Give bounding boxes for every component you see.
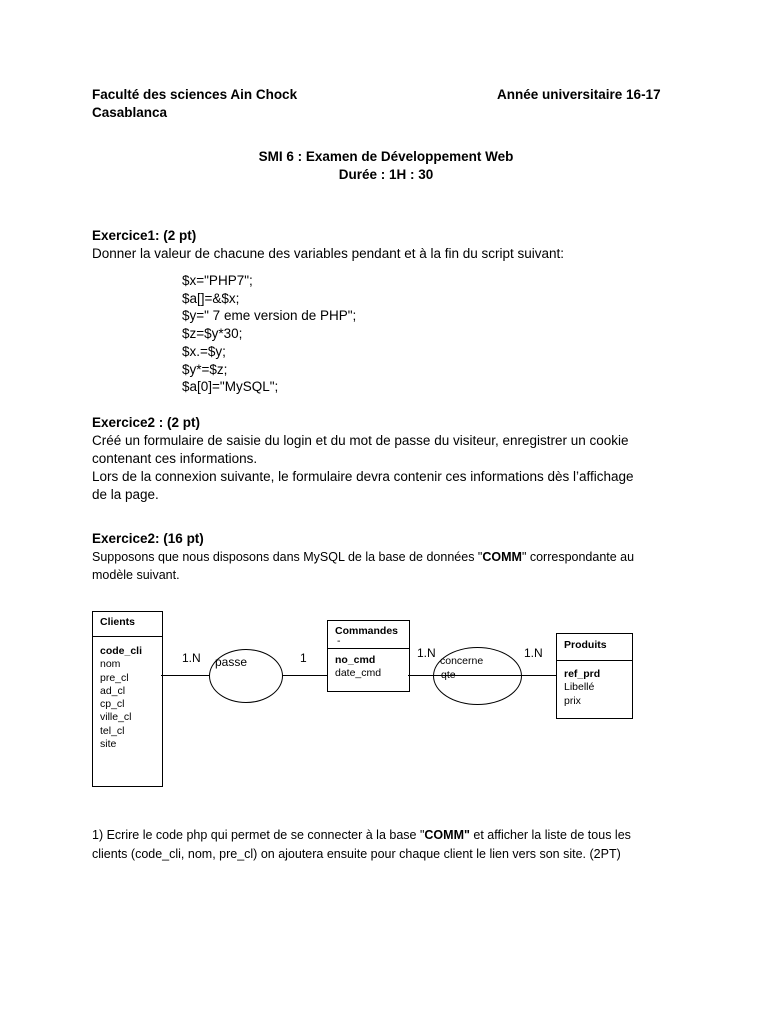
attribute: Libellé [564, 681, 595, 694]
attribute: tel_cl [100, 724, 125, 737]
ex2-title: Exercice2 : (2 pt) [92, 415, 201, 430]
intro-text-end: " correspondante au [521, 550, 635, 564]
entity-clients [92, 611, 163, 787]
ex1-instruction: Donner la valeur de chacune des variables pendant et à la fin du script suivant: [92, 246, 565, 261]
relationship-label: passe [215, 655, 248, 669]
attribute: ville_cl [100, 711, 132, 724]
relationship-label: concerne [440, 655, 484, 667]
code-line: $a[]=&$x; [182, 290, 240, 306]
entity-commandes [327, 620, 410, 692]
attribute: pre_cl [100, 671, 129, 684]
q1-text: 1) Ecrire le code php qui permet de se connecter à la base " [92, 828, 425, 842]
db-name: COMM [482, 550, 522, 564]
attribute: cp_cl [100, 698, 125, 711]
ex3-title: Exercice2: (16 pt) [92, 531, 204, 546]
code-line: $y=" 7 eme version de PHP"; [182, 308, 357, 324]
entity-produits [556, 633, 633, 719]
exam-duration-text: Durée : 1H : 30 [338, 167, 434, 182]
question-1-line1 [92, 826, 631, 845]
exam-title-text: SMI 6 : Examen de Développement Web [258, 149, 514, 164]
ex2-line: Lors de la connexion suivante, le formulaire devra contenir ces informations dès l’affichage [92, 469, 634, 484]
question-1 [92, 826, 631, 864]
code-line: $z=$y*30; [182, 326, 243, 342]
ex1-code-block [182, 272, 356, 396]
relationship-attribute: qte [441, 669, 456, 681]
primary-key: code_cli [100, 645, 143, 657]
entity-attributes [100, 645, 142, 751]
attribute: prix [564, 694, 581, 707]
cardinality-label: 1.N [417, 646, 436, 660]
attribute: ad_cl [100, 684, 126, 697]
city-name: Casablanca [92, 105, 168, 120]
code-line: $x.=$y; [182, 343, 226, 359]
ex3-intro [92, 548, 634, 584]
cardinality-label: 1.N [524, 646, 543, 660]
entity-attributes [335, 654, 381, 681]
cardinality-label: 1 [300, 651, 307, 665]
title-mark: - [337, 635, 341, 647]
faculty-name: Faculté des sciences Ain Chock [92, 87, 298, 102]
ex1-title: Exercice1: (2 pt) [92, 228, 197, 243]
connector-line [282, 675, 327, 676]
ex2-line: contenant ces informations. [92, 451, 258, 466]
ex2-line: Créé un formulaire de saisie du login et du mot de passe du visiteur, enregistrer un cookie [92, 433, 629, 448]
exam-duration [0, 167, 768, 182]
db-name: COMM" [424, 828, 470, 842]
entity-separator [93, 636, 162, 637]
ex3-intro-line2: modèle suivant. [92, 568, 180, 582]
exam-title [0, 149, 768, 164]
code-line: $x="PHP7"; [182, 273, 253, 288]
code-line: $a[0]="MySQL"; [182, 379, 279, 395]
attribute: date_cmd [335, 667, 382, 680]
ex2-body [92, 432, 634, 504]
primary-key: no_cmd [335, 654, 376, 666]
question-1-line2: clients (code_cli, nom, pre_cl) on ajoutera ensuite pour chaque client le lien vers son site. (2PT) [92, 847, 621, 861]
academic-year: Année universitaire 16-17 [497, 87, 661, 102]
connector-line [161, 675, 209, 676]
entity-title: Clients [100, 616, 136, 628]
entity-separator [557, 660, 632, 661]
q1-text-end: et afficher la liste de tous les [469, 828, 631, 842]
entity-title: Commandes [335, 625, 399, 637]
ex2-line: de la page. [92, 487, 159, 502]
entity-attributes [564, 668, 600, 708]
attribute: nom [100, 658, 121, 671]
primary-key: ref_prd [564, 668, 601, 680]
intro-text: Supposons que nous disposons dans MySQL de la base de données " [92, 550, 483, 564]
connector-line [408, 675, 434, 676]
entity-separator [328, 648, 409, 649]
code-line: $y*=$z; [182, 361, 228, 377]
cardinality-label: 1.N [182, 651, 201, 665]
ex3-intro-line1 [92, 548, 634, 566]
attribute: site [100, 738, 117, 751]
entity-title: Produits [564, 639, 607, 651]
